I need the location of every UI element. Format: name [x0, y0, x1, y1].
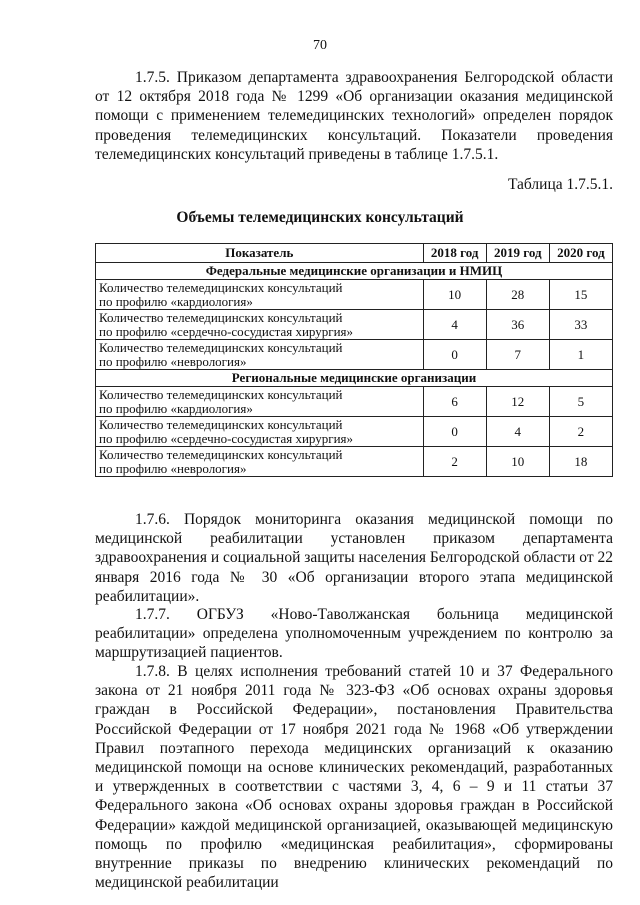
row-label-line: Количество телемедицинских консультаций	[99, 387, 343, 402]
row-label-line: по профилю «неврология»	[99, 353, 247, 369]
row-label-line: по профилю «сердечно-сосудистая хирургия»	[99, 430, 354, 446]
cell-2020: 5	[549, 387, 612, 417]
telemedicine-table	[95, 243, 613, 477]
cell-2020: 18	[549, 447, 612, 477]
row-label-line: по профилю «кардиология»	[99, 400, 253, 416]
header-2019: 2019 год	[486, 244, 549, 263]
table-header-row	[96, 244, 613, 263]
cell-2019: 28	[486, 280, 549, 310]
section-regional: Региональные медицинские организации	[96, 370, 613, 387]
row-label-line: Количество телемедицинских консультаций	[99, 280, 343, 295]
table-row	[96, 340, 613, 370]
cell-2018: 0	[423, 340, 486, 370]
paragraph-1-7-6-text: 1.7.6. Порядок мониторинга оказания медицинской помощи по медицинской реабилитации установлен приказом департамента здравоохранения и социальной защиты населения Белгородской области от 22 января 2016 года № 30 «Об организации второго этапа медицинской реабилитации».	[95, 511, 613, 605]
row-label-line: по профилю «сердечно-сосудистая хирургия»	[99, 323, 354, 339]
cell-2018: 0	[423, 417, 486, 447]
section-federal: Федеральные медицинские организации и НМИЦ	[96, 263, 613, 280]
row-label	[96, 417, 424, 447]
header-indicator: Показатель	[96, 244, 424, 263]
row-label-line: Количество телемедицинских консультаций	[99, 340, 343, 355]
row-label-line: по профилю «неврология»	[99, 460, 247, 476]
cell-2019: 10	[486, 447, 549, 477]
header-2020: 2020 год	[549, 244, 612, 263]
cell-2020: 15	[549, 280, 612, 310]
paragraph-1-7-5	[95, 68, 613, 164]
row-label-line: по профилю «кардиология»	[99, 293, 253, 309]
row-label	[96, 280, 424, 310]
table-title: Объемы телемедицинских консультаций	[176, 209, 464, 226]
cell-2018: 4	[423, 310, 486, 340]
row-label-line: Количество телемедицинских консультаций	[99, 417, 343, 432]
cell-2020: 2	[549, 417, 612, 447]
table-row	[96, 310, 613, 340]
cell-2019: 7	[486, 340, 549, 370]
paragraph-1-7-8	[95, 662, 613, 892]
cell-2018: 6	[423, 387, 486, 417]
row-label	[96, 310, 424, 340]
row-label-line: Количество телемедицинских консультаций	[99, 447, 343, 462]
section-row-federal	[96, 263, 613, 280]
paragraph-1-7-6	[95, 510, 613, 606]
cell-2019: 12	[486, 387, 549, 417]
cell-2018: 2	[423, 447, 486, 477]
cell-2019: 4	[486, 417, 549, 447]
row-label	[96, 340, 424, 370]
table-caption: Таблица 1.7.5.1.	[507, 176, 613, 193]
page-number: 70	[313, 38, 327, 53]
cell-2020: 33	[549, 310, 612, 340]
cell-2020: 1	[549, 340, 612, 370]
paragraph-1-7-5-text: 1.7.5. Приказом департамента здравоохранения Белгородской области от 12 октября 2018 года № 1299 «Об организации оказания медицинской помощи с применением телемедицинских технологий» определен порядок проведения телемедицинских консультаций. Показатели проведения телемедицинских консультаций приведены в таблице 1.7.5.1.	[95, 69, 613, 163]
table-row	[96, 447, 613, 477]
row-label-line: Количество телемедицинских консультаций	[99, 310, 343, 325]
table-row	[96, 387, 613, 417]
paragraph-1-7-7-text: 1.7.7. ОГБУЗ «Ново-Таволжанская больница медицинской реабилитации» определена уполномоченным учреждением по контролю за маршрутизацией пациентов.	[95, 606, 613, 662]
paragraph-1-7-7	[95, 605, 613, 663]
row-label	[96, 387, 424, 417]
table-row	[96, 417, 613, 447]
paragraph-1-7-8-text: 1.7.8. В целях исполнения требований статей 10 и 37 Федерального закона от 21 ноября 2011 года № 323-ФЗ «Об основах охраны здоровья граждан в Российской Федерации», постановления Правительства Российской Федерации от 17 ноября 2021 года № 1968 «Об утверждении Правил поэтапного перехода медицинских организаций к оказанию медицинской помощи на основе клинических рекомендаций, разработанных и утвержденных в соответствии с частями 3, 4, 6 – 9 и 11 статьи 37 Федерального закона «Об основах охраны здоровья граждан в Российской Федерации» каждой медицинской организацией, оказывающей медицинскую помощь по профилю «медицинская реабилитация», сформированы внутренние приказы по внедрению клинических рекомендаций по медицинской реабилитации	[95, 663, 613, 892]
section-row-regional	[96, 370, 613, 387]
row-label	[96, 447, 424, 477]
table-row	[96, 280, 613, 310]
cell-2019: 36	[486, 310, 549, 340]
header-2018: 2018 год	[423, 244, 486, 263]
cell-2018: 10	[423, 280, 486, 310]
